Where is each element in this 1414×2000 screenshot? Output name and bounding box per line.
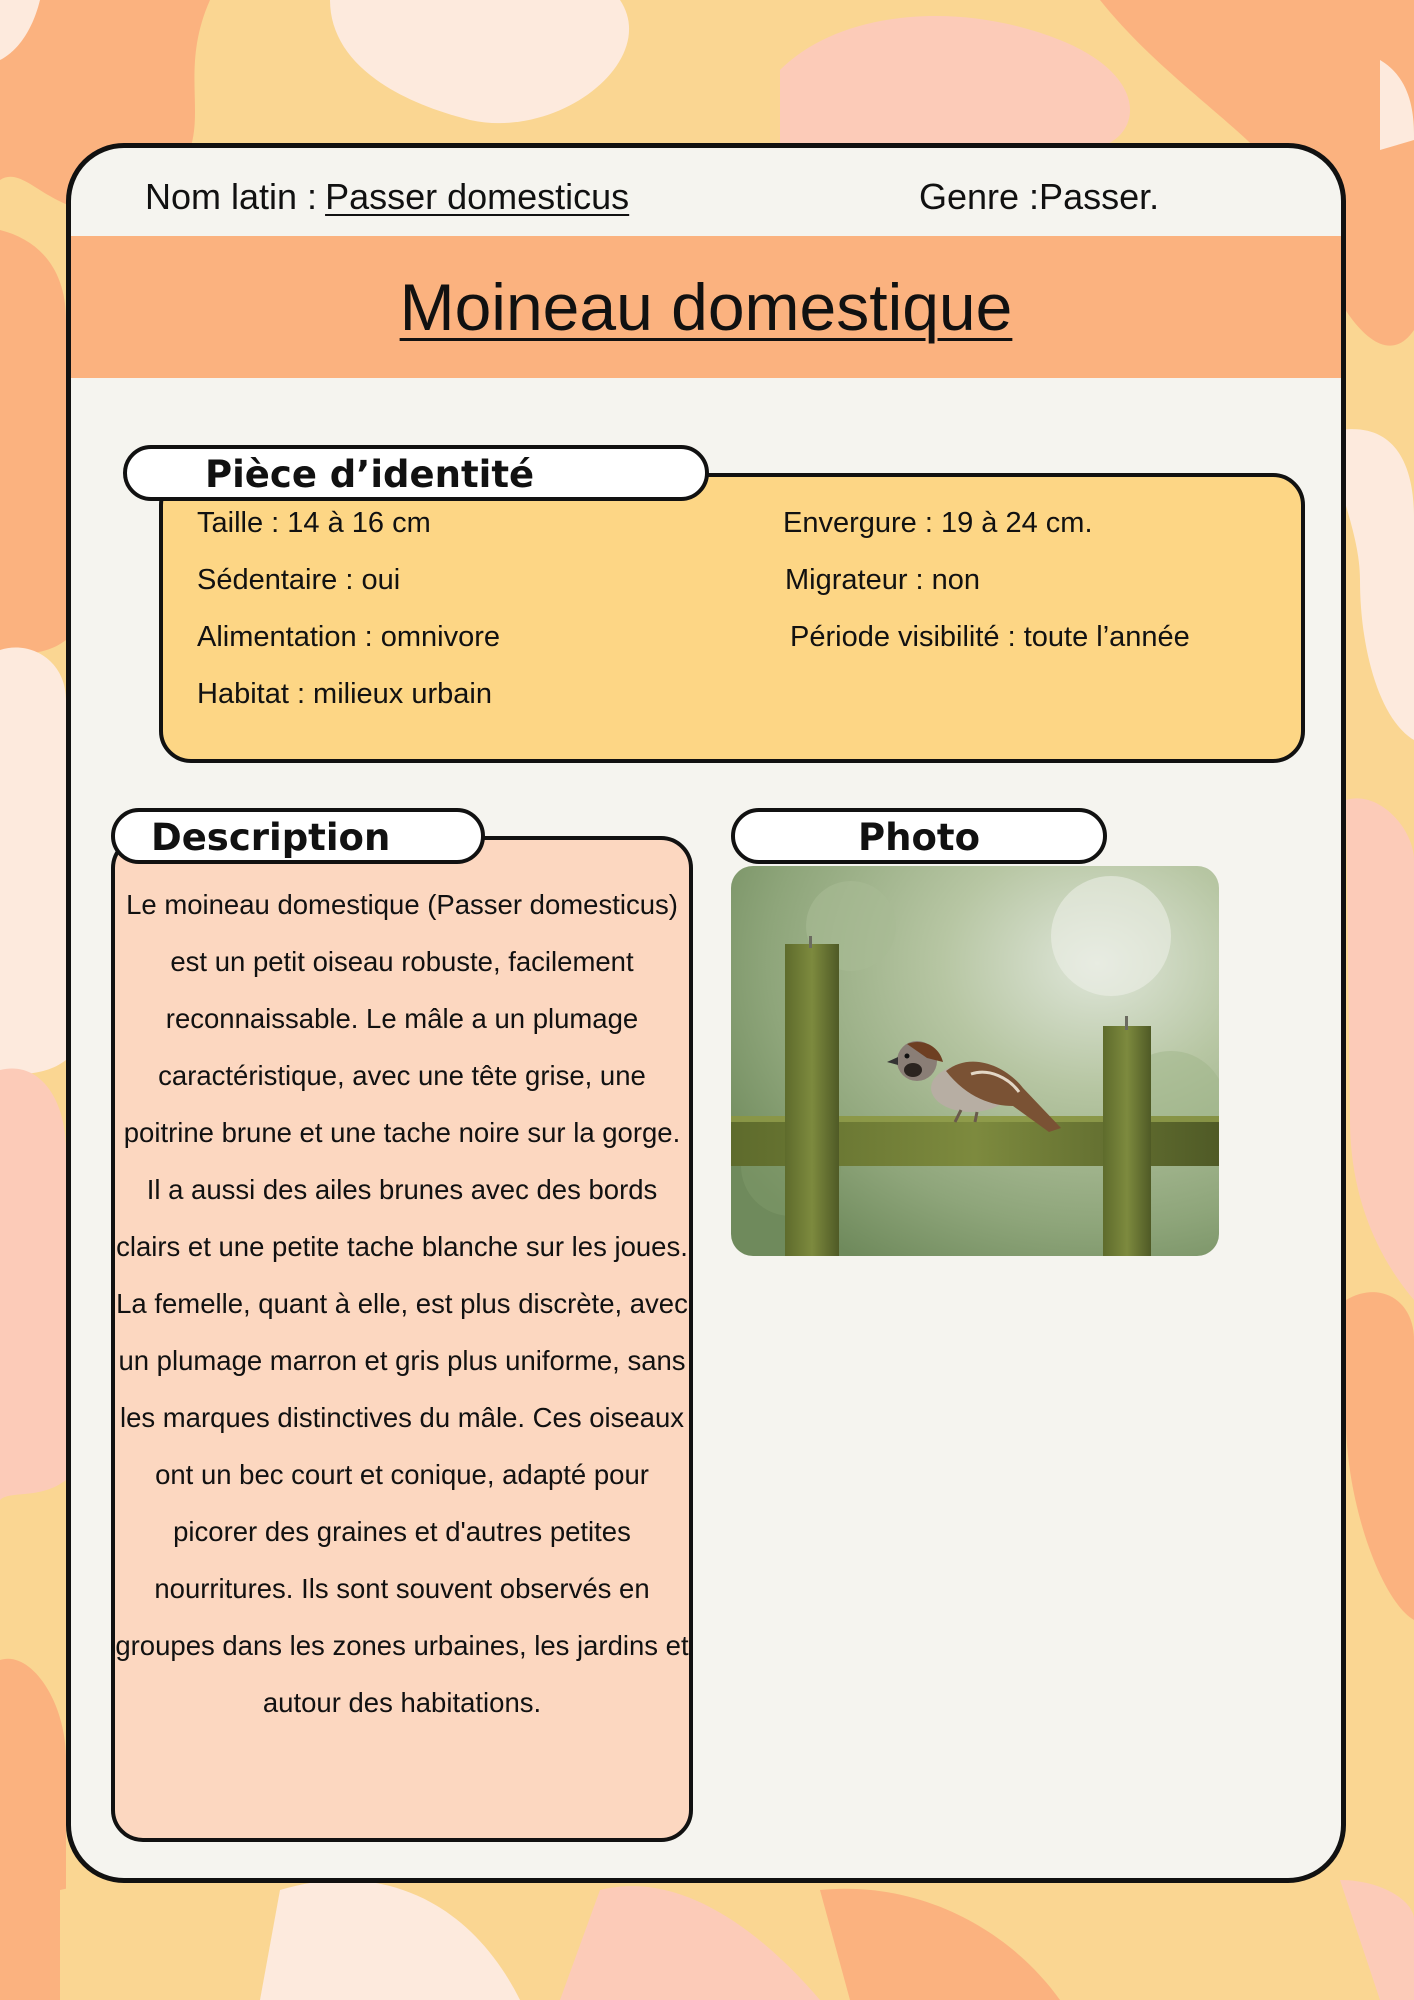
identity-panel <box>159 473 1305 763</box>
latin-name-label: Nom latin : <box>145 176 318 217</box>
genus-label: Genre :Passer. <box>919 176 1160 217</box>
visibility-field: Période visibilité : toute l’année <box>790 621 1190 653</box>
card-header <box>71 148 1341 238</box>
diet-field: Alimentation : omnivore <box>197 621 501 653</box>
title-band <box>71 236 1341 378</box>
size-field: Taille : 14 à 16 cm <box>197 507 431 539</box>
identity-heading: Pièce d’identité <box>123 445 709 501</box>
latin-name-row <box>145 176 629 218</box>
house-sparrow-on-fence-icon <box>731 866 1219 1256</box>
description-panel <box>111 836 693 1842</box>
sedentary-field: Sédentaire : oui <box>197 564 401 596</box>
wingspan-field: Envergure : 19 à 24 cm. <box>783 507 1093 539</box>
species-card <box>66 143 1346 1883</box>
description-heading: Description <box>111 808 485 864</box>
sparrow-photo <box>731 866 1219 1256</box>
page-title: Moineau domestique <box>399 270 1013 344</box>
photo-heading: Photo <box>731 808 1107 864</box>
description-text: Le moineau domestique (Passer domesticus) est un petit oiseau robuste, facilement reconnaissable. Le mâle a un plumage caractéristique, avec une tête grise, une poitrine brune et une tache noire sur la gorge. Il a aussi des ailes brunes avec des bords clairs et une petite tache blanche sur les joues. La femelle, quant à elle, est plus discrète, avec un plumage marron et gris plus uniforme, sans les marques distinctives du mâle. Ces oiseaux ont un bec court et conique, adapté pour picorer des graines et d'autres petites nourritures. Ils sont souvent observés en groupes dans les zones urbaines, les jardins et autour des habitations. <box>115 889 689 1718</box>
latin-name-value: Passer domesticus <box>325 176 630 217</box>
migratory-field: Migrateur : non <box>785 564 981 596</box>
habitat-field: Habitat : milieux urbain <box>197 678 492 710</box>
